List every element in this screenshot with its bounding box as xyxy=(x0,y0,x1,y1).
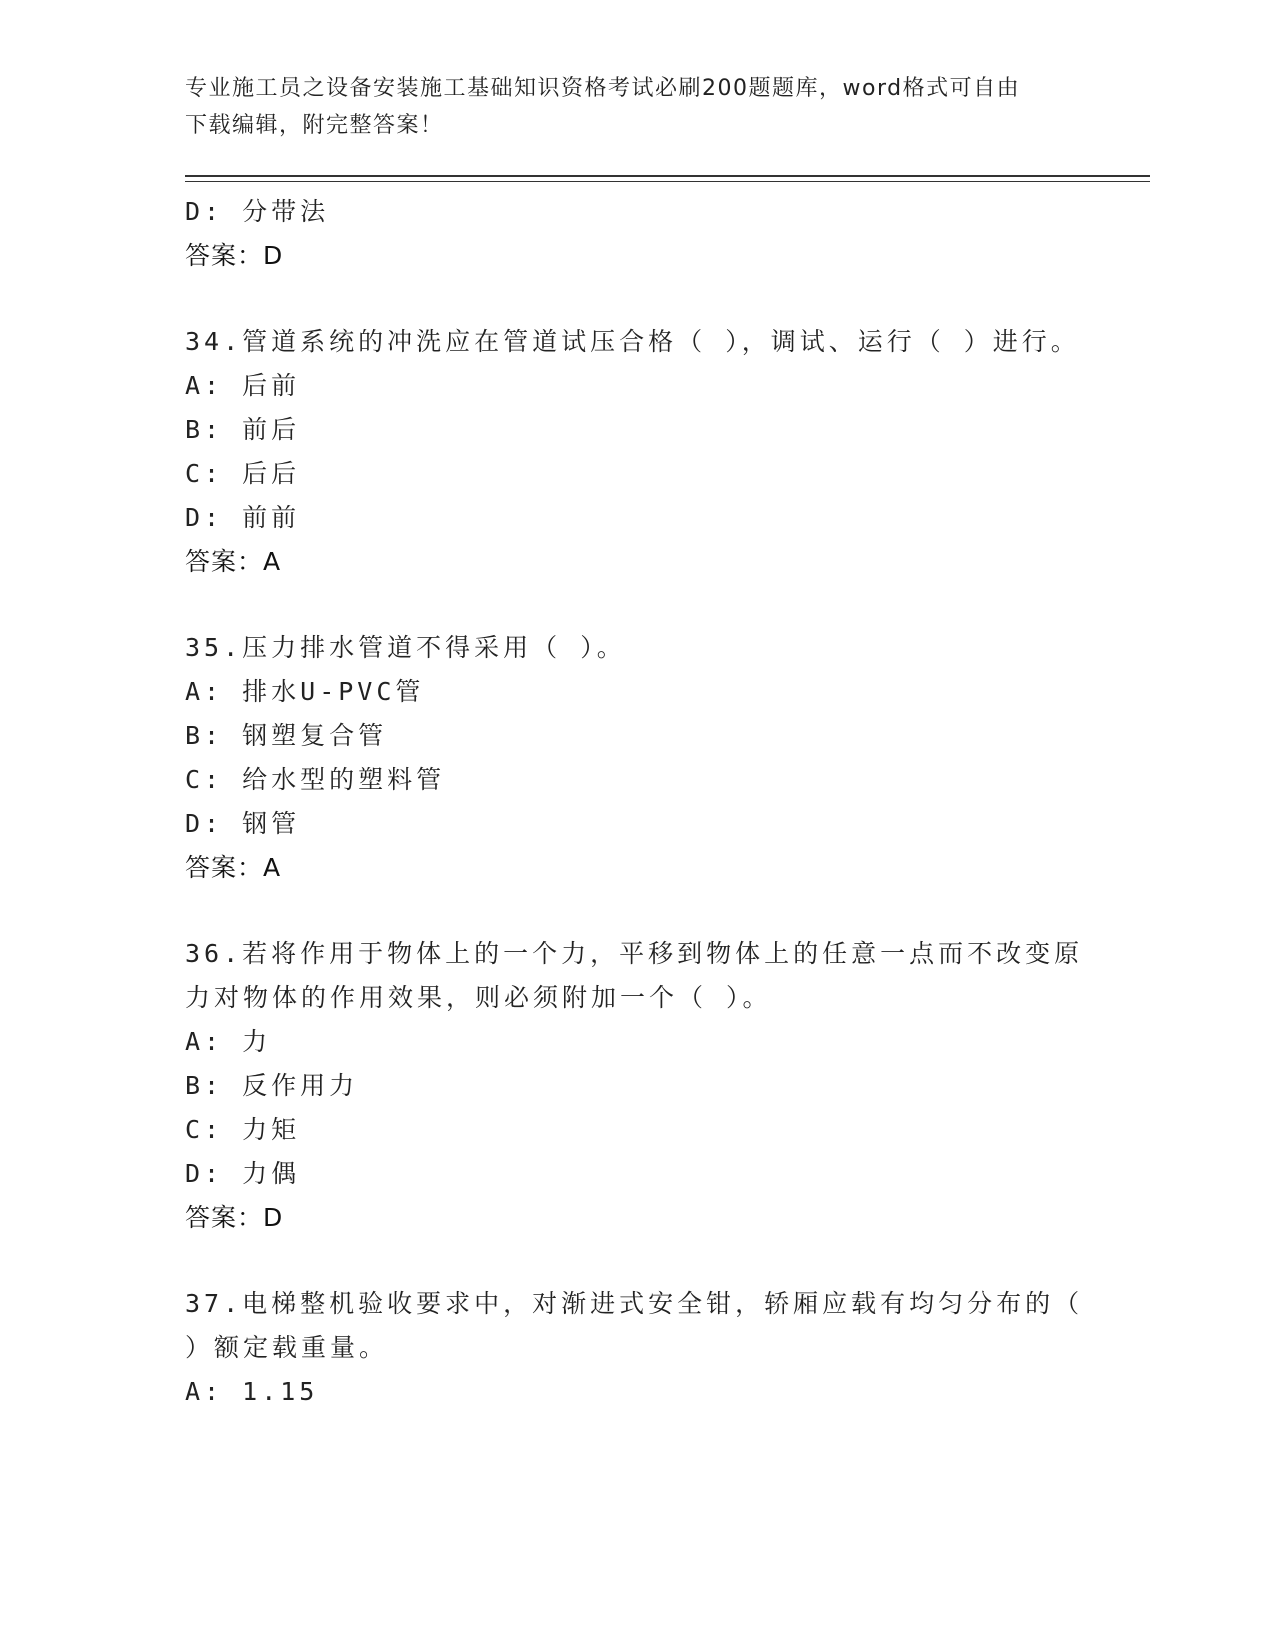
question-text-line-2: ）额定载重量。 xyxy=(185,1333,389,1362)
question-text-line-1: 37.电梯整机验收要求中，对渐进式安全钳，轿厢应载有均匀分布的（ xyxy=(185,1289,1084,1318)
question-35 xyxy=(185,626,1085,890)
option-d: D: 分带法 xyxy=(185,197,330,226)
option-d: D: 前前 xyxy=(185,503,301,532)
document-header xyxy=(185,70,1085,144)
question-text: 35.压力排水管道不得采用（ ）。 xyxy=(185,633,626,662)
question-34 xyxy=(185,320,1085,584)
header-line-1: 专业施工员之设备安装施工基础知识资格考试必刷200题题库，word格式可自由 xyxy=(185,76,1021,101)
option-b: B: 前后 xyxy=(185,415,301,444)
header-divider-thin xyxy=(185,181,1150,182)
option-c: C: 力矩 xyxy=(185,1115,301,1144)
option-d: D: 钢管 xyxy=(185,809,301,838)
question-text-line-1: 36.若将作用于物体上的一个力，平移到物体上的任意一点而不改变原 xyxy=(185,939,1084,968)
option-c: C: 后后 xyxy=(185,459,301,488)
answer-label: 答案：A xyxy=(185,853,282,882)
option-a: A: 力 xyxy=(185,1027,272,1056)
question-36 xyxy=(185,932,1085,1240)
question-37 xyxy=(185,1282,1085,1414)
header-line-2: 下载编辑，附完整答案！ xyxy=(185,113,444,138)
answer-label: 答案：D xyxy=(185,1203,284,1232)
question-list xyxy=(185,190,1085,1414)
option-a: A: 1.15 xyxy=(185,1377,319,1406)
header-divider-thick xyxy=(185,175,1150,177)
option-a: A: 排水U-PVC管 xyxy=(185,677,425,706)
answer-label: 答案：A xyxy=(185,547,282,576)
answer-label: 答案：D xyxy=(185,241,284,270)
question-text-line-2: 力对物体的作用效果，则必须附加一个（ ）。 xyxy=(185,983,772,1012)
option-d: D: 力偶 xyxy=(185,1159,301,1188)
option-c: C: 给水型的塑料管 xyxy=(185,765,446,794)
question-text: 34.管道系统的冲洗应在管道试压合格（ ），调试、运行（ ）进行。 xyxy=(185,327,1080,356)
option-a: A: 后前 xyxy=(185,371,301,400)
option-b: B: 反作用力 xyxy=(185,1071,359,1100)
option-b: B: 钢塑复合管 xyxy=(185,721,388,750)
